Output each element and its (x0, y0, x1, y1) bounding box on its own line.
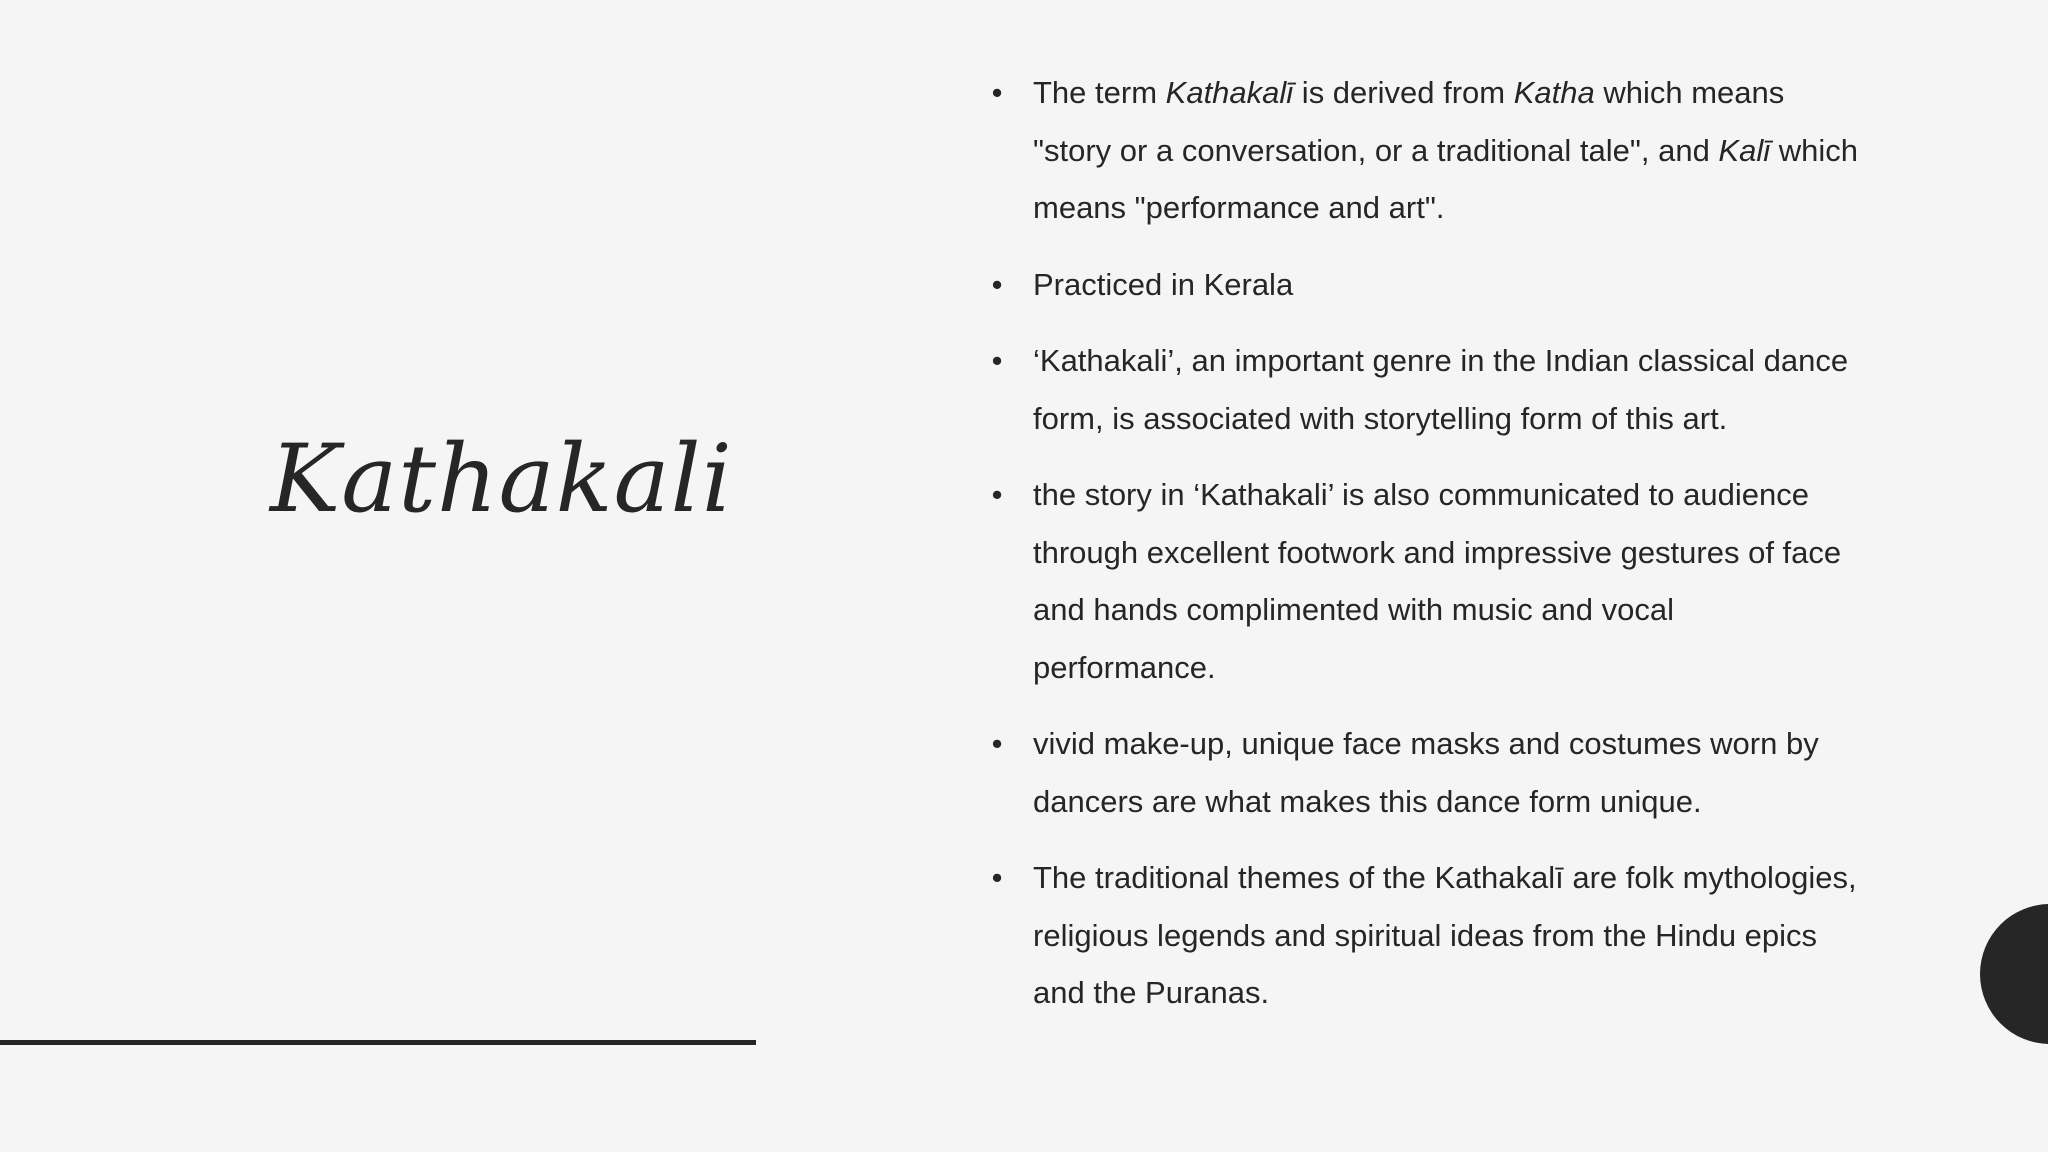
bullet-marker: • (991, 343, 1003, 378)
bullet-item-region (985, 256, 1865, 314)
bullet-item-genre (985, 332, 1865, 447)
bullet-marker: • (991, 477, 1003, 512)
bullet-text-emphasis: Kalī (1718, 132, 1771, 168)
bullet-marker: • (991, 860, 1003, 895)
bullet-text-emphasis: Katha (1513, 75, 1595, 110)
bullet-text: the story in ‘Kathakali’ is also communicated to audience through excellent footwork and impressive gestures of face and hands complimented with music and vocal performance. (1033, 477, 1842, 685)
bullet-text-segment: which means "story or a conversation, or a traditional tale", and (1033, 75, 1785, 168)
bullet-text-emphasis: Kathakalī (1165, 75, 1294, 110)
bullet-text: Practiced in Kerala (1033, 266, 1294, 302)
slide-title: Kathakali (270, 425, 733, 534)
bullet-marker: • (991, 75, 1003, 110)
bullet-marker: • (991, 266, 1003, 302)
bullet-text-segment: is derived from (1293, 75, 1514, 110)
decorative-circle (1980, 904, 2048, 1044)
bullet-text-segment: The term (1033, 75, 1166, 110)
bullet-item-themes (985, 849, 1865, 1022)
bullet-text: vivid make-up, unique face masks and costumes worn by dancers are what makes this dance form unique. (1033, 726, 1819, 819)
bullet-list (985, 64, 1865, 1041)
bullet-text: The traditional themes of the Kathakalī are folk mythologies, religious legends and spiritual ideas from the Hindu epics and the Puranas. (1033, 860, 1857, 1010)
bullet-text-segment: which means "performance and art". (1033, 132, 1858, 225)
bullet-text: ‘Kathakali’, an important genre in the Indian classical dance form, is associated with storytelling form of this art. (1033, 343, 1849, 436)
bullet-item-etymology (985, 64, 1865, 237)
bullet-marker: • (991, 726, 1003, 761)
bullet-item-storytelling (985, 466, 1865, 696)
title-underline-rule (0, 1040, 756, 1045)
bullet-item-costume (985, 715, 1865, 830)
